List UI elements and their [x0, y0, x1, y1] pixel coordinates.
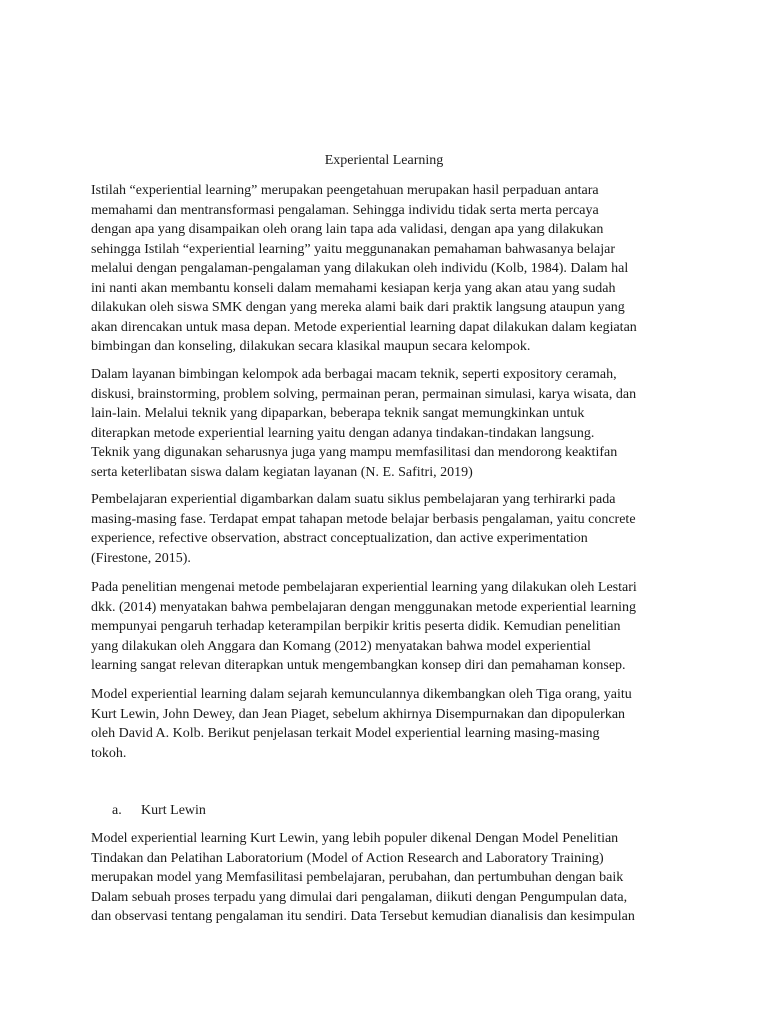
paragraph-1 [91, 181, 683, 357]
text-line: akan direncakan untuk masa depan. Metode experiential learning dapat dilakukan dalam kegiatan [91, 319, 637, 335]
list-marker: a. [112, 803, 122, 818]
text-line: (Firestone, 2015). [91, 550, 191, 566]
text-line: merupakan model yang Memfasilitasi pembelajaran, perubahan, dan pertumbuhan dengan baik [91, 870, 624, 885]
text-line: Pada penelitian mengenai metode pembelajaran experiential learning yang dilakukan oleh Lestari [91, 580, 637, 595]
paragraph-3 [91, 490, 683, 568]
text-line: experience, refective observation, abstract conceptualization, dan active experimentation [91, 531, 588, 546]
text-line: Pembelajaran experiential digambarkan dalam suatu siklus pembelajaran yang terhirarki pada [91, 492, 616, 507]
text-line: Teknik yang digunakan seharusnya juga yang mampu memfasilitasi dan mendorong keaktifan [91, 445, 618, 460]
paragraph-5 [91, 685, 683, 763]
paragraph-2 [91, 365, 683, 482]
text-line: learning sangat relevan diterapkan untuk mengembangkan konsep diri dan pemahaman konsep. [91, 658, 626, 673]
paragraph-6 [91, 829, 683, 927]
text-line: Model experiential learning dalam sejarah kemunculannya dikembangkan oleh Tiga orang, yaitu [91, 687, 632, 702]
document-title: Experiental Learning [324, 153, 444, 168]
text-line: tokoh. [91, 745, 127, 761]
text-line: dkk. (2014) menyatakan bahwa pembelajaran dengan menggunakan metode experiential learning [91, 599, 637, 615]
subheading-kurt-lewin [112, 801, 206, 820]
text-line: melalui dengan pengalaman-pengalaman yang dilakukan oleh individu (Kolb, 1984). Dalam hal [91, 261, 629, 276]
text-line: dilakukan oleh siswa SMK dengan yang mereka alami baik dari praktik langsung ataupun yang [91, 300, 625, 315]
paragraph-4 [91, 578, 683, 676]
text-line: dengan apa yang disampaikan oleh orang lain tapa ada validasi, dengan apa yang dilakukan [91, 222, 604, 237]
text-line: memahami dan mentransformasi pengalaman. Sehingga individu tidak serta merta percaya [91, 202, 599, 218]
text-line: serta keterlibatan siswa dalam kegiatan layanan (N. E. Safitri, 2019) [91, 464, 473, 480]
text-line: diterapkan metode experiential learning yaitu dengan adanya tindakan-tindakan langsung. [91, 425, 595, 441]
text-line: Tindakan dan Pelatihan Laboratorium (Model of Action Research and Laboratory Training) [91, 850, 604, 866]
text-line: masing-masing fase. Terdapat empat tahapan metode belajar berbasis pengalaman, yaitu concrete [91, 511, 636, 527]
text-line: oleh David A. Kolb. Berikut penjelasan terkait Model experiential learning masing-masing [91, 726, 600, 741]
text-line: Dalam layanan bimbingan kelompok ada berbagai macam teknik, seperti expository ceramah, [91, 367, 617, 382]
text-line: Istilah “experiential learning” merupakan peengetahuan merupakan hasil perpaduan antara [91, 183, 599, 198]
text-line: Model experiential learning Kurt Lewin, yang lebih populer dikenal Dengan Model Penelitian [91, 831, 619, 846]
subheading-text: Kurt Lewin [141, 803, 206, 818]
text-line: dan observasi tentang pengalaman itu sendiri. Data Tersebut kemudian dianalisis dan kesimpulan [91, 909, 635, 924]
text-line: diskusi, brainstorming, problem solving, permainan peran, permainan simulasi, karya wisata, dan [91, 386, 637, 402]
text-line: Dalam sebuah proses terpadu yang dimulai dari pengalaman, diikuti dengan Pengumpulan data, [91, 889, 628, 905]
text-line: yang dilakukan oleh Anggara dan Komang (2012) menyatakan bahwa model experiential [91, 638, 591, 654]
text-line: lain-lain. Melalui teknik yang dipaparkan, beberapa teknik sangat memungkinkan untuk [91, 406, 585, 421]
text-line: Kurt Lewin, John Dewey, dan Jean Piaget, sebelum akhirnya Disempurnakan dan dipopulerkan [91, 706, 626, 722]
text-line: bimbingan dan konseling, dilakukan secara klasikal maupun secara kelompok. [91, 339, 531, 354]
text-line: mempunyai pengaruh terhadap keterampilan berpikir kritis peserta didik. Kemudian penelitian [91, 619, 621, 634]
text-line: ini nanti akan membantu konseli dalam memahami kesiapan kerja yang akan atau yang sudah [91, 280, 616, 296]
text-line: sehingga Istilah “experiential learning” yaitu meggunanakan pemahaman bahwasanya belajar [91, 241, 616, 257]
